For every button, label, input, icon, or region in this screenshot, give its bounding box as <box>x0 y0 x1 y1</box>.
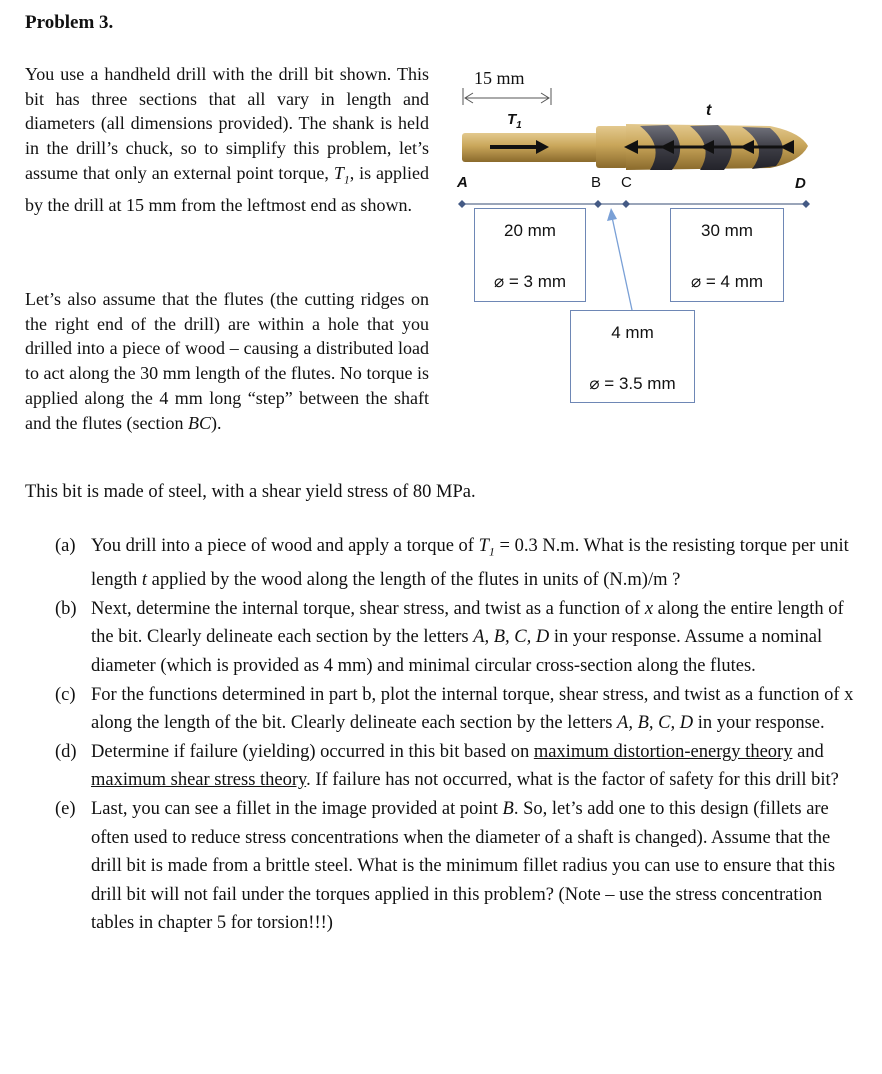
text-run: = 0.3 N.m. What is the resisting torque per unit length <box>91 536 849 591</box>
text-run: You drill into a piece of wood and apply a torque of <box>91 536 479 556</box>
shank-length: 20 mm <box>504 221 556 240</box>
text-run: x <box>644 598 654 619</box>
text-run: A, B, C, D <box>473 627 550 648</box>
text-run: ). <box>210 412 222 433</box>
question-part-e <box>55 795 865 938</box>
part-text <box>91 799 835 933</box>
step-dimension-box <box>570 310 695 403</box>
question-part-c <box>55 681 865 738</box>
part-label: (c) <box>55 684 76 705</box>
flutes-length: 30 mm <box>701 221 753 240</box>
text-run: in your response. Assume a nominal diameter (which is provided as 4 mm) and minimal circular cross-section along the flutes. <box>91 627 823 677</box>
text-run: T <box>478 536 489 556</box>
text-run: , is applied by the drill at 15 mm from the leftmost end as shown. <box>25 162 430 216</box>
text-run: maximum distortion-energy theory <box>533 741 793 762</box>
text-run: . If failure has not occurred, what is the factor of safety for this drill bit? <box>306 770 839 791</box>
text-run: Last, you can see a fillet in the image provided at point <box>91 799 503 820</box>
point-label-c: C <box>621 174 632 191</box>
question-part-d <box>55 738 865 795</box>
text-run: T <box>333 162 344 183</box>
question-part-a <box>55 532 865 595</box>
text-run: along the entire length of the bit. Clearly delineate each section by the letters <box>91 598 844 648</box>
text-run: and <box>792 741 824 762</box>
text-run: Determine if failure (yielding) occurred in this bit based on <box>91 741 534 762</box>
flutes-diameter: ⌀ = 4 mm <box>690 272 764 291</box>
text-run: t <box>141 570 148 591</box>
text-run: 1 <box>343 173 350 187</box>
point-label-d: D <box>795 175 806 192</box>
text-run: applied by the wood along the length of the flutes in units of (N.m)/m ? <box>147 570 681 591</box>
shank-dimension-box <box>474 208 586 302</box>
flutes-dimension-box <box>670 208 784 302</box>
text-run: BC <box>187 412 211 433</box>
part-text <box>91 685 853 734</box>
part-label: (e) <box>55 799 76 820</box>
question-part-b <box>55 595 865 681</box>
point-label-b: B <box>591 174 602 191</box>
part-text <box>91 536 849 590</box>
text-run: maximum shear stress theory <box>91 770 307 791</box>
text-run: . So, let’s add one to this design (fillets are often used to reduce stress concentrations when the diameter of a shaft is changed). Assume that the drill bit is made from a brittle steel. What is the minimum fillet radius you can use to ensure that this drill bit will not fail under the torques applied in this problem? (Note – use the stress concentration tables in chapter 5 for torsion!!!) <box>91 799 836 934</box>
intro-paragraph-1 <box>25 62 429 218</box>
step-length: 4 mm <box>611 323 654 342</box>
part-text <box>91 599 844 676</box>
dimension-15mm-label: 15 mm <box>474 68 525 88</box>
part-label: (d) <box>55 741 77 762</box>
dimension-15mm-arrow <box>463 88 551 105</box>
question-parts-list <box>55 532 865 938</box>
text-run: For the functions determined in part b, plot the internal torque, shear stress, and twist as a function of x along the length of the bit. Clearly delineate each section by the letters <box>91 684 854 734</box>
shank-diameter: ⌀ = 3 mm <box>493 272 567 291</box>
section-baseline <box>458 200 810 208</box>
step-pointer <box>607 208 632 310</box>
text-run: Let’s also assume that the flutes (the cutting ridges on the right end of the drill) are within a hole that you drilled into a piece of wood – causing a distributed load to act along the 30 mm length of the flutes. No torque is applied along the 4 mm long “step” between the shaft and the flutes (section <box>25 289 429 433</box>
distributed-torque-label: t <box>706 102 712 119</box>
part-text <box>91 742 839 791</box>
text-run: B <box>502 799 514 820</box>
part-label: (b) <box>55 598 77 619</box>
text-run: 1 <box>488 544 495 559</box>
torque-label-t1: $T_1$ <box>507 111 522 131</box>
text-run: A, B, C, D <box>617 713 694 734</box>
text-run: Next, determine the internal torque, shear stress, and twist as a function of <box>91 598 645 619</box>
step-diameter: ⌀ = 3.5 mm <box>589 374 676 393</box>
text-run: You use a handheld drill with the drill bit shown. This bit has three sections that all vary in length and diameters (all dimensions provided). The shank is held in the drill’s chuck, so to simplify this problem, let’s assume that only an external point torque, <box>25 64 429 183</box>
drill-step <box>596 126 628 168</box>
problem-title: Problem 3. <box>25 12 114 33</box>
part-label: (a) <box>55 536 76 556</box>
text-run: in your response. <box>693 713 825 734</box>
point-label-a: A <box>457 174 468 191</box>
material-statement: This bit is made of steel, with a shear yield stress of 80 MPa. <box>25 482 476 502</box>
intro-paragraph-2 <box>25 287 429 435</box>
